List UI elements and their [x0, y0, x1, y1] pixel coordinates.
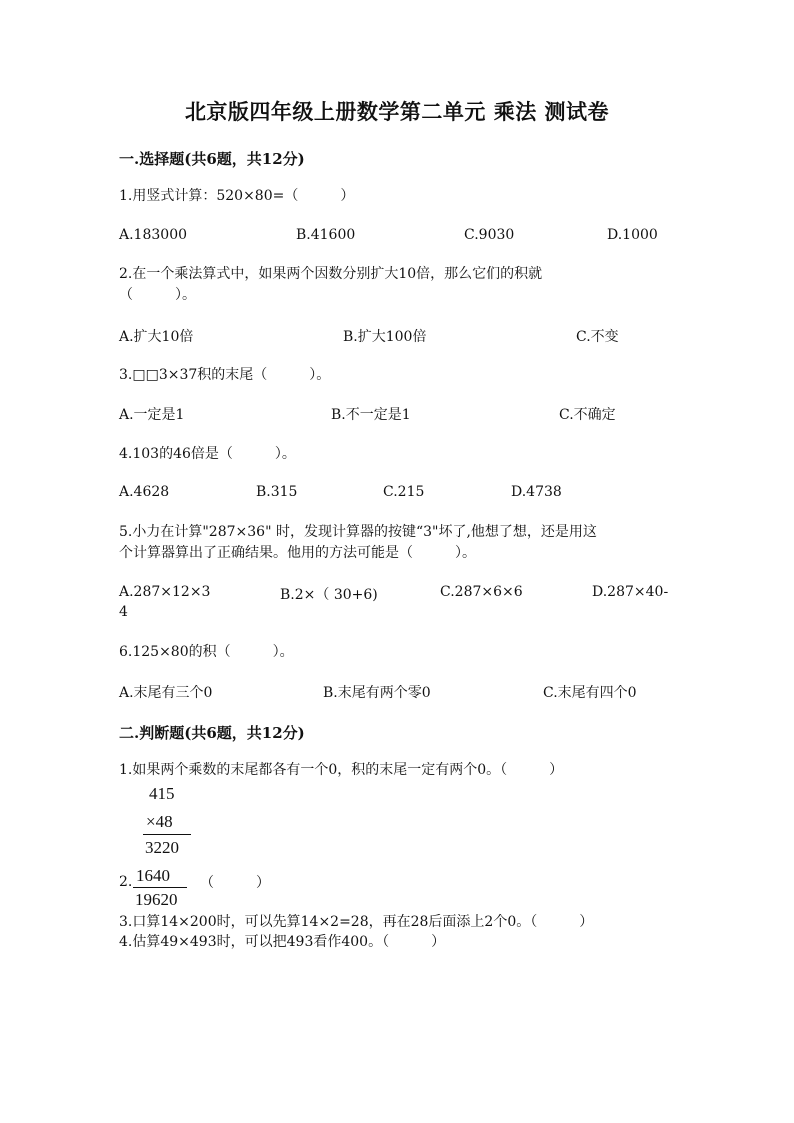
calc-multiplier: ×48	[146, 812, 173, 831]
q4-option-b: B.315	[256, 484, 298, 500]
q5-option-a: A.287×12×3	[119, 584, 211, 600]
calc-result: 19620	[135, 890, 178, 909]
q2-option-a: A.扩大10倍	[119, 329, 194, 345]
calc-top-number: 415	[149, 784, 175, 803]
q6-option-a: A.末尾有三个0	[119, 685, 213, 701]
calc-partial-2: 1640	[136, 866, 170, 885]
calc-partial-1: 3220	[145, 838, 179, 857]
judge-question-1: 1.如果两个乘数的末尾都各有一个0，积的末尾一定有两个0。（ ）	[119, 762, 564, 778]
q4-option-d: D.4738	[511, 484, 562, 500]
calc-rule-2	[133, 887, 187, 888]
q1-option-c: C.9030	[464, 227, 515, 243]
q6-option-b: B.末尾有两个零0	[323, 685, 431, 701]
question-6: 6.125×80的积（ ）。	[119, 644, 294, 660]
q5-option-c: C.287×6×6	[440, 584, 523, 600]
q2-option-b: B.扩大100倍	[343, 329, 427, 345]
q5-option-d: D.287×40-	[592, 584, 669, 600]
calc-rule-1	[143, 834, 191, 835]
q4-option-c: C.215	[383, 484, 425, 500]
q1-option-b: B.41600	[296, 227, 356, 243]
question-5-line2: 个计算器算出了正确结果。他用的方法可能是（ ）。	[119, 545, 476, 561]
question-1: 1.用竖式计算：520×80=（ ）	[119, 188, 355, 204]
judge-question-4: 4.估算49×493时，可以把493看作400。（ ）	[119, 934, 446, 950]
q5-option-b: B.2×（ 30+6)	[280, 587, 378, 603]
judge-question-2-answer-paren: （ ）	[200, 875, 270, 891]
judge-question-3: 3.口算14×200时，可以先算14×2=28，再在28后面添上2个0。（ ）	[119, 914, 594, 930]
q2-option-c: C.不变	[576, 329, 619, 345]
q4-option-a: A.4628	[119, 484, 170, 500]
question-4: 4.103的46倍是（ ）。	[119, 446, 296, 462]
question-3: 3.□□3×37积的末尾（ ）。	[119, 367, 331, 383]
q6-option-c: C.末尾有四个0	[543, 685, 637, 701]
q5-option-d-wrap: 4	[119, 604, 128, 620]
q3-option-c: C.不确定	[559, 407, 616, 423]
q1-option-d: D.1000	[607, 227, 658, 243]
section2-heading: 二.判断题(共6题，共12分)	[119, 724, 305, 742]
page-title: 北京版四年级上册数学第二单元 乘法 测试卷	[184, 99, 610, 124]
q1-option-a: A.183000	[119, 227, 188, 243]
q3-option-b: B.不一定是1	[331, 407, 411, 423]
question-2-line2: （ ）。	[119, 287, 196, 303]
question-2-line1: 2.在一个乘法算式中，如果两个因数分别扩大10倍，那么它们的积就	[119, 266, 543, 282]
question-5-line1: 5.小力在计算"287×36" 时，发现计算器的按键“3"坏了,他想了想，还是用这	[119, 524, 597, 540]
judge-question-2-number: 2.	[119, 874, 133, 890]
section1-heading: 一.选择题(共6题，共12分)	[119, 150, 305, 168]
q3-option-a: A.一定是1	[119, 407, 185, 423]
